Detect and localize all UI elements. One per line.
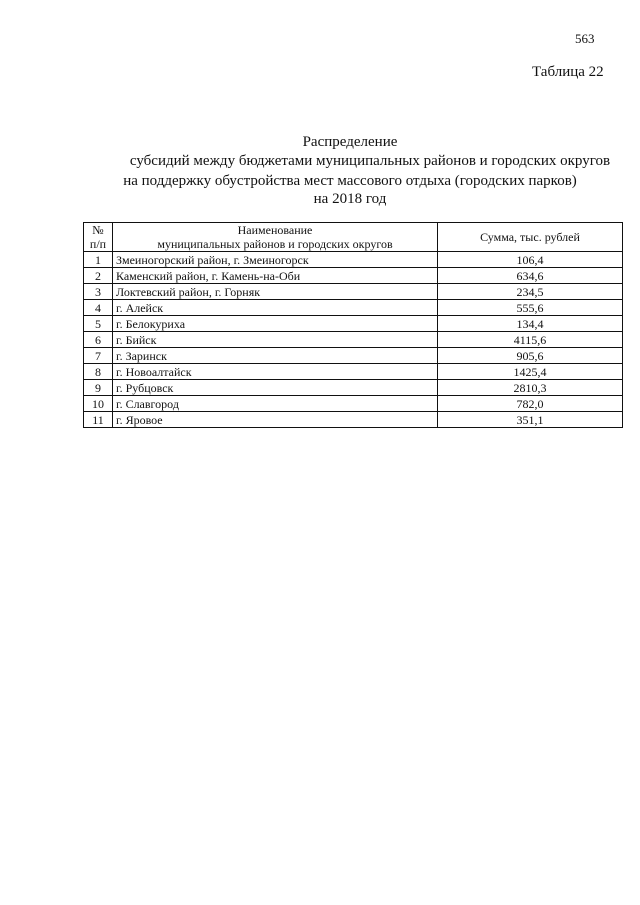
row-sum: 1425,4 [438, 364, 623, 380]
row-number: 9 [84, 380, 113, 396]
heading-subtitle-line2: на поддержку обустройства мест массового отдыха (городских парков) [123, 173, 577, 189]
row-municipality-name: Каменский район, г. Камень-на-Оби [113, 268, 438, 284]
row-municipality-name: г. Белокуриха [113, 316, 438, 332]
header-name-line1: Наименование [237, 223, 313, 237]
row-number: 3 [84, 284, 113, 300]
header-sum: Сумма, тыс. рублей [438, 223, 623, 252]
table-header-row [84, 223, 623, 252]
table-row [84, 300, 623, 316]
table-label: Таблица 22 [532, 64, 604, 80]
row-municipality-name: г. Алейск [113, 300, 438, 316]
row-sum: 4115,6 [438, 332, 623, 348]
row-sum: 905,6 [438, 348, 623, 364]
row-number: 8 [84, 364, 113, 380]
row-sum: 2810,3 [438, 380, 623, 396]
row-sum: 351,1 [438, 412, 623, 428]
row-number: 4 [84, 300, 113, 316]
row-sum: 234,5 [438, 284, 623, 300]
heading-subtitle-line1: субсидий между бюджетами муниципальных районов и городских округов [129, 153, 611, 169]
row-sum: 555,6 [438, 300, 623, 316]
table-row [84, 412, 623, 428]
row-number: 5 [84, 316, 113, 332]
row-number: 1 [84, 252, 113, 268]
table-body [84, 252, 623, 428]
row-number: 2 [84, 268, 113, 284]
table-row [84, 316, 623, 332]
page-number: 563 [575, 31, 595, 46]
row-municipality-name: г. Заринск [113, 348, 438, 364]
row-municipality-name: г. Новоалтайск [113, 364, 438, 380]
row-municipality-name: г. Славгород [113, 396, 438, 412]
row-municipality-name: г. Рубцовск [113, 380, 438, 396]
header-name-line2: муниципальных районов и городских округов [157, 237, 393, 251]
header-num [84, 223, 113, 252]
row-municipality-name: Змеиногорский район, г. Змеиногорск [113, 252, 438, 268]
row-sum: 782,0 [438, 396, 623, 412]
row-number: 11 [84, 412, 113, 428]
distribution-table [83, 222, 623, 428]
row-number: 10 [84, 396, 113, 412]
table-row [84, 348, 623, 364]
heading-year: на 2018 год [313, 191, 387, 207]
table-row [84, 252, 623, 268]
table-row [84, 284, 623, 300]
row-sum: 134,4 [438, 316, 623, 332]
header-num-line2: п/п [89, 237, 107, 251]
row-sum: 106,4 [438, 252, 623, 268]
row-number: 7 [84, 348, 113, 364]
table-row [84, 396, 623, 412]
header-num-line1: № [92, 223, 104, 237]
header-name [113, 223, 438, 252]
table-row [84, 364, 623, 380]
row-sum: 634,6 [438, 268, 623, 284]
table-row [84, 332, 623, 348]
row-number: 6 [84, 332, 113, 348]
row-municipality-name: Локтевский район, г. Горняк [113, 284, 438, 300]
row-municipality-name: г. Бийск [113, 332, 438, 348]
heading-title: Распределение [302, 134, 398, 150]
row-municipality-name: г. Яровое [113, 412, 438, 428]
table-row [84, 268, 623, 284]
table-row [84, 380, 623, 396]
